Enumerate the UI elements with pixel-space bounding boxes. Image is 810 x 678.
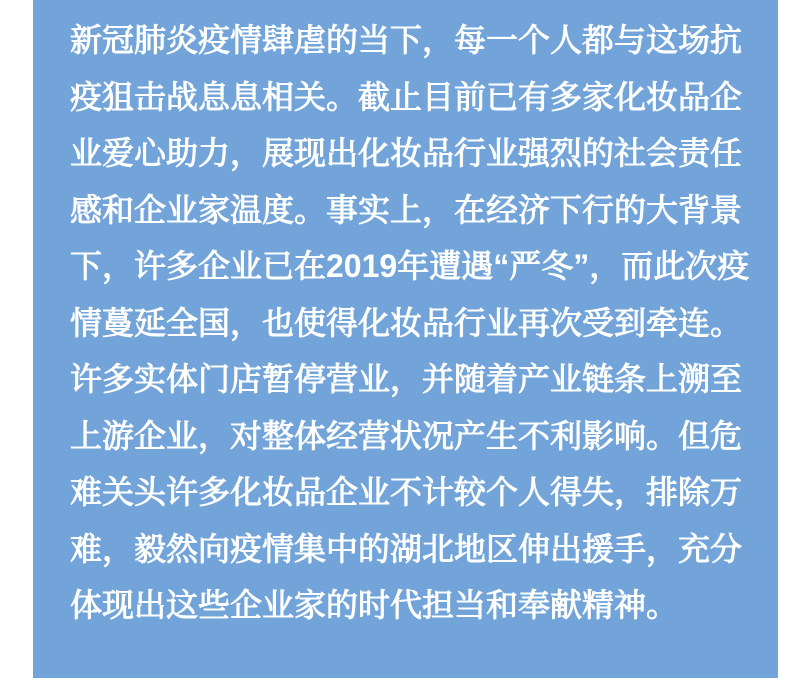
paragraph-line: 下，许多企业已在2019年遭遇“严冬”，而此次疫	[70, 248, 750, 284]
paragraph-line: 体现出这些企业家的时代担当和奉献精神。	[70, 587, 679, 623]
paragraph-line: 新冠肺炎疫情肆虐的当下，每一个人都与这场抗	[70, 22, 743, 58]
paragraph-line: 难关头许多化妆品企业不计较个人得失，排除万	[70, 474, 743, 510]
paragraph-line: 业爱心助力，展现出化妆品行业强烈的社会责任	[70, 135, 743, 171]
paragraph-line: 疫狙击战息息相关。截止目前已有多家化妆品企	[70, 78, 743, 115]
article-panel	[33, 0, 778, 678]
article-paragraph	[33, 0, 778, 634]
paragraph-line: 情蔓延全国，也使得化妆品行业再次受到牵连。	[70, 304, 743, 341]
paragraph-line: 许多实体门店暂停营业，并随着产业链条上溯至	[70, 361, 743, 397]
paragraph-line: 感和企业家温度。事实上，在经济下行的大背景	[70, 191, 743, 228]
paragraph-line: 难，毅然向疫情集中的湖北地区伸出援手，充分	[70, 530, 743, 567]
paragraph-line: 上游企业，对整体经营状况产生不利影响。但危	[70, 417, 743, 454]
